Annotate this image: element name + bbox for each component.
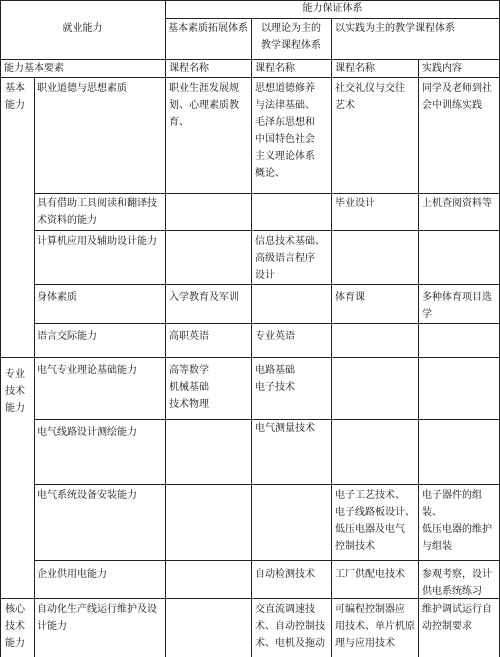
row-practice-content: 同学及老师到社 会中训练实践 <box>422 83 492 111</box>
row-ability: 自动化生产线运行维护及设 计能力 <box>37 604 157 632</box>
header-guarantee-system: 能力保证体系 <box>302 3 363 14</box>
row-practice-course: 可编程控制器应 用技术、单片机原 理与应用技术 <box>335 604 415 649</box>
row-practice-content: 多种体育项目选 学 <box>422 292 492 320</box>
row-practice-course: 毕业设计 <box>335 198 375 209</box>
category-basic-ability: 基本 能力 <box>5 83 25 111</box>
subheader-course-name-3: 课程名称 <box>335 63 375 74</box>
row-basic-course: 高等数学 机械基础 技术物理 <box>169 365 209 410</box>
row-practice-course: 电子工艺技术、 电子线路板设计、 低压电器及电气 控制技术 <box>335 490 415 552</box>
row-ability: 电气线路设计测绘能力 <box>37 427 137 438</box>
subheader-practice-content: 实践内容 <box>422 63 462 74</box>
row-theory-course: 思想道德修养 与法律基础、 毛泽东思想和 中国特色社会 主义理论体系 概论、 <box>255 83 315 179</box>
row-theory-course: 自动检测技术 <box>255 569 315 580</box>
subheader-course-name-1: 课程名称 <box>169 63 209 74</box>
row-ability: 具有借助工具阅读和翻译技 术资料的能力 <box>37 198 157 226</box>
row-practice-content: 上机查阅资料等 <box>422 198 492 209</box>
row-ability: 计算机应用及辅助设计能力 <box>37 236 157 247</box>
row-basic-course: 职业生涯发展规 划、心理素质教育、 <box>169 83 239 128</box>
row-theory-course: 信息技术基础、 高级语言程序 设计 <box>255 236 325 281</box>
row-practice-content: 参观考察，设计 供电系统练习 <box>422 569 492 597</box>
header-basic-quality-system: 基本素质拓展体系 <box>168 23 248 34</box>
header-practice-course-system: 以实践为主的教学课程体系 <box>335 23 455 34</box>
category-core-ability: 核心 技术 能力 <box>5 604 25 649</box>
row-ability: 语言交际能力 <box>37 331 97 342</box>
row-practice-content: 维护调试运行自 动控制要求 <box>422 604 492 632</box>
row-practice-content: 电子器件的组 装、 低压电器的维护 与组装 <box>422 490 492 552</box>
row-ability: 电气系统设备安装能力 <box>37 490 137 501</box>
row-ability: 企业供用电能力 <box>37 569 107 580</box>
row-ability: 职业道德与思想素质 <box>37 83 127 94</box>
row-practice-course: 工厂供配电技术 <box>335 569 405 580</box>
row-theory-course: 电气测量技术 <box>255 423 315 434</box>
row-practice-course: 体育课 <box>335 292 365 303</box>
row-ability: 电气专业理论基础能力 <box>37 365 137 376</box>
row-basic-course: 入学教育及军训 <box>169 292 239 303</box>
row-practice-course: 社交礼仪与交往 艺术 <box>335 83 405 111</box>
row-theory-course: 电路基础 电子技术 <box>255 365 295 393</box>
category-professional-ability: 专业 技术 能力 <box>5 369 25 414</box>
row-theory-course: 专业英语 <box>255 331 295 342</box>
row-theory-course: 交直流调速技 术、自动控制技 术、电机及拖动 <box>255 604 325 649</box>
subheader-ability-elements: 能力基本要素 <box>4 63 64 74</box>
header-employment-ability: 就业能力 <box>62 23 103 34</box>
subheader-course-name-2: 课程名称 <box>255 63 295 74</box>
row-ability: 身体素质 <box>37 292 77 303</box>
header-theory-course-system: 以理论为主的 教学课程体系 <box>261 23 321 51</box>
row-basic-course: 高职英语 <box>169 331 209 342</box>
